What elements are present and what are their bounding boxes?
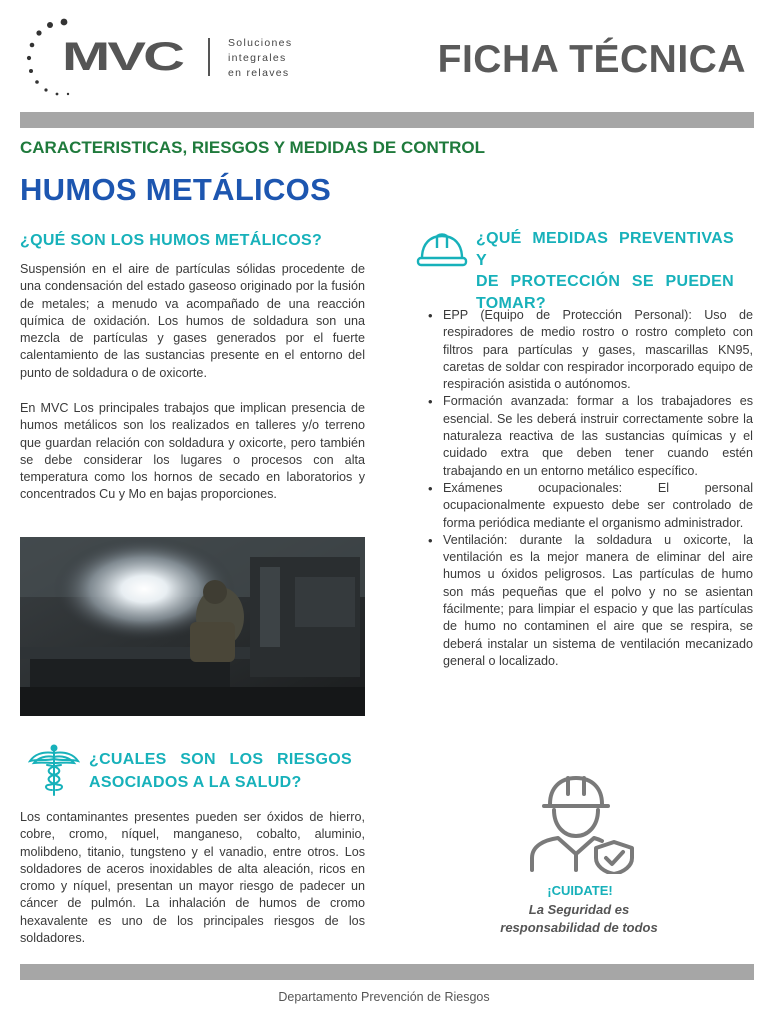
tagline-line-1: Soluciones (228, 37, 293, 49)
section-measures-heading-line-1: ¿QUÉ MEDIDAS PREVENTIVAS Y (476, 230, 734, 269)
callout-line-2: responsabilidad de todos (500, 920, 658, 935)
worker-shield-icon (528, 774, 636, 874)
welding-photo (20, 537, 365, 716)
logo-text: MVC (62, 38, 184, 78)
list-item: • EPP (Equipo de Protección Personal): Uso de respiradores de medio rostro o rostro completo con filtros para partículas y gases, mascarillas KN95, caretas de soldar con respirador incorporado equipo de respiración asistida o autónomos. (443, 307, 753, 393)
list-item: • Ventilación: durante la soldadura u oxicorte, la ventilación es la mejor manera de eliminar del aire humos u óxidos peligrosos. Las partículas de humo son más pequeñas que el polvo y no se asientan fácilmente; para limpiar el espacio y que las partículas de humo no contaminen el aire que se respira, se deberá instalar un sistema de ventilación mecanizado general o localizado. (443, 532, 753, 670)
logo-tagline (228, 36, 292, 81)
callout-line-1: La Seguridad es (528, 902, 630, 917)
section-measures-heading (476, 228, 734, 314)
caduceus-icon (28, 743, 80, 799)
section-measures-heading-line-3: TOMAR? (476, 294, 546, 312)
top-divider-bar (20, 112, 754, 128)
section-what-paragraph-1: Suspensión en el aire de partículas sólidas procedente de una condensación del estado gaseoso originado por la fusión de metales; a menudo va acompañado de una reacción química de oxidación. Los humos de soldadura son una mezcla de partículas y gases generados por el fuerte calentamiento de las sustancias presente en el entorno del punto de soldadura o de oxicorte. (20, 262, 365, 380)
hard-hat-icon (416, 230, 468, 272)
measures-list (426, 307, 753, 670)
section-what-paragraph-2: En MVC Los principales trabajos que implican presencia de humos metálicos son los realizados en talleres y/o terreno que guardan relación con soldadura y oxicorte, pero también se debe considerar los lugares o procesos con alta temperatura como los hornos de secado en laboratorios y concentrados Cu y Mo en bajas proporciones. (20, 401, 365, 502)
section-risks-heading-line-2: ASOCIADOS A LA SALUD? (89, 774, 302, 791)
tagline-line-3: en relaves (228, 67, 290, 79)
list-item: • Formación avanzada: formar a los trabajadores es esencial. Se les deberá instruir correctamente sobre la naturaleza reactiva de las sustancias químicas y el cuidado extra que deben tener cuando estén trabajando en un entorno metálico específico. (443, 393, 753, 479)
footer-text: Departamento Prevención de Riesgos (278, 990, 490, 1004)
section-risks-heading-line-1: ¿CUALES SON LOS RIESGOS (89, 751, 352, 768)
logo-divider (208, 38, 210, 76)
subtitle: CARACTERISTICAS, RIESGOS Y MEDIDAS DE CONTROL (20, 138, 486, 157)
callout-title: ¡CUIDATE! (547, 883, 613, 898)
section-risks-heading (89, 748, 352, 794)
tagline-line-2: integrales (228, 52, 287, 64)
document-title: FICHA TÉCNICA (437, 38, 746, 81)
logo-mvc (62, 38, 192, 78)
bottom-divider-bar (20, 964, 754, 980)
section-what-heading: ¿QUÉ SON LOS HUMOS METÁLICOS? (20, 232, 323, 249)
callout-text (470, 901, 688, 937)
main-title: HUMOS METÁLICOS (20, 172, 332, 207)
section-measures-heading-line-2: DE PROTECCIÓN SE PUEDEN (476, 273, 734, 290)
list-item: • Exámenes ocupacionales: El personal ocupacionalmente expuesto debe ser controlado de forma periódica mediante el organismo administrador. (443, 480, 753, 532)
section-risks-paragraph: Los contaminantes presentes pueden ser óxidos de hierro, cobre, cromo, níquel, manganeso, cobalto, aluminio, molibdeno, titanio, tungsteno y el vanadio, entre otros. Los soldadores de aceros inoxidables de alta aleación, ricos en cromo y níquel, presentan un mayor riesgo de padecer un cáncer de pulmón. La inhalación de humos de cromo hexavalente es uno de los principales riesgos de los soldadores. (20, 810, 365, 946)
